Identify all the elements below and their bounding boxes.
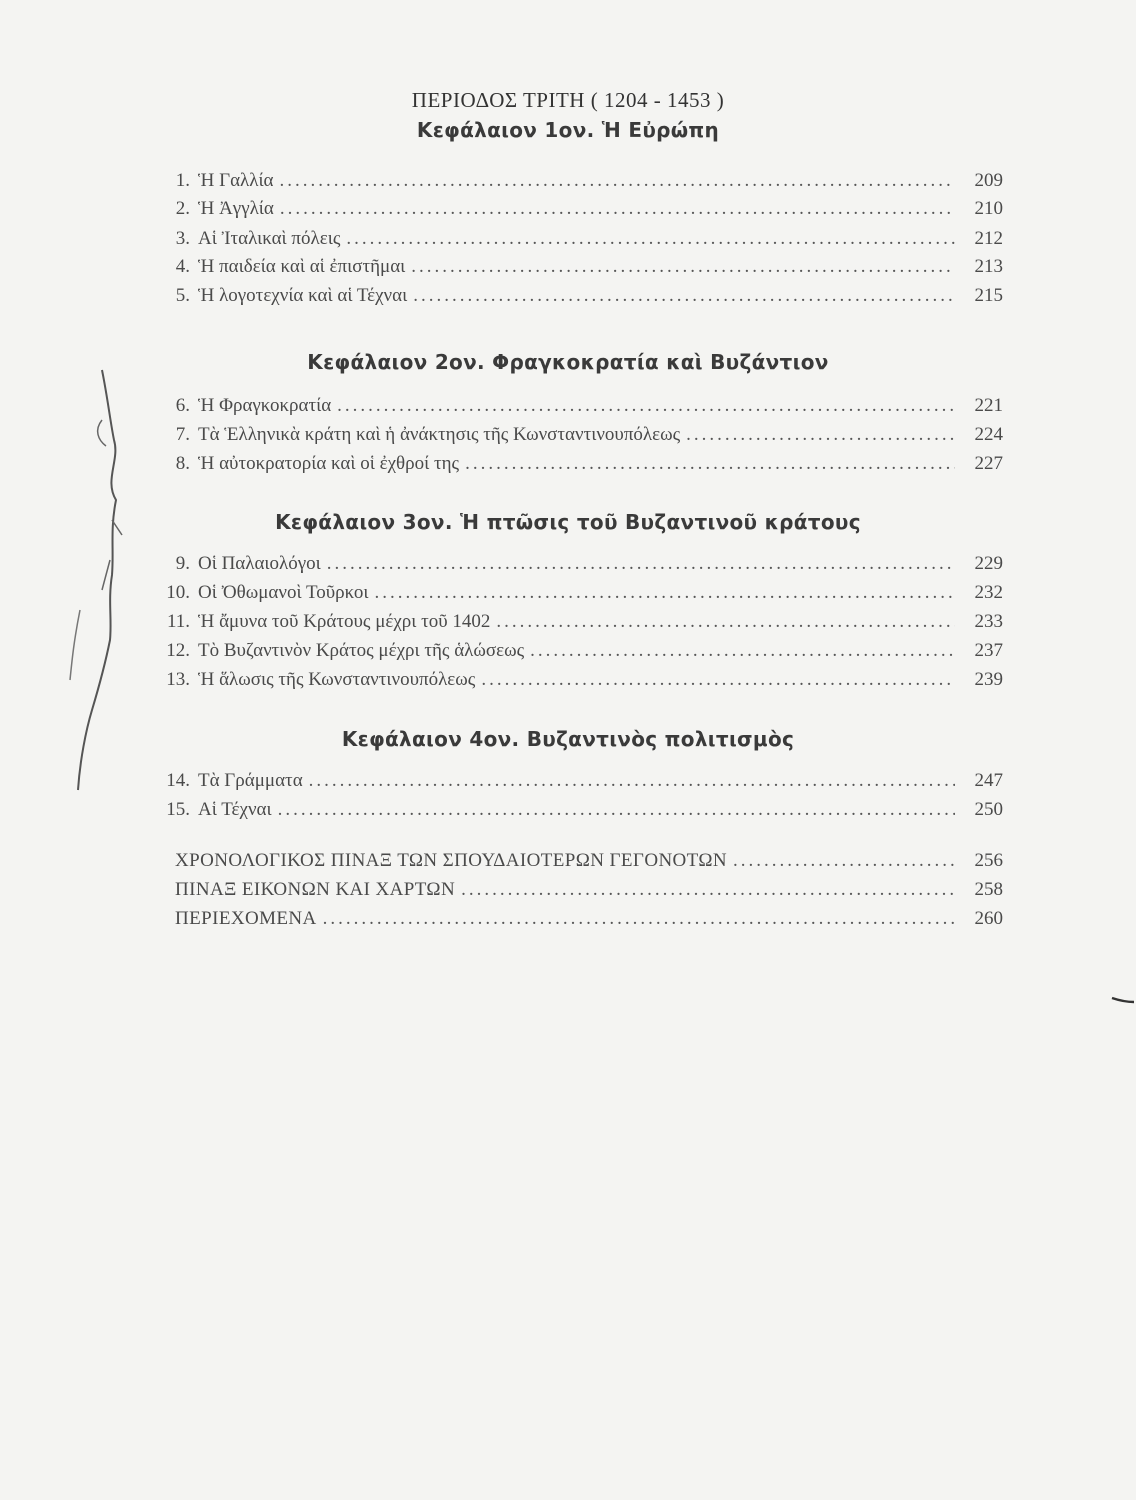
chapter-heading: Κεφάλαιον 4ον. Βυζαντινὸς πολιτισμὸς [341, 727, 795, 751]
entry-label: Ἡ Ἀγγλία [198, 198, 274, 219]
entry-label: Ἡ Φραγκοκρατία [198, 395, 332, 416]
entry-label: Οἱ Παλαιολόγοι [198, 553, 321, 574]
entry-page: 232 [974, 582, 1003, 603]
toc-entry[interactable] [158, 453, 1003, 481]
entry-label: Ἡ Γαλλία [198, 170, 274, 191]
entry-page: 212 [974, 228, 1003, 249]
toc-entry[interactable] [158, 285, 1003, 313]
dot-leader [413, 285, 955, 307]
entry-number: 12. [166, 640, 190, 661]
dot-leader [280, 198, 955, 220]
entry-number: 9. [175, 553, 190, 574]
edge-scan-mark [1110, 990, 1136, 1010]
entry-page: 258 [974, 879, 1003, 900]
entry-number: 11. [166, 611, 190, 632]
entry-page: 213 [974, 256, 1003, 277]
dot-leader [280, 170, 955, 192]
entry-label: Τὸ Βυζαντινὸν Κράτος μέχρι τῆς ἁλώσεως [198, 640, 525, 661]
dot-leader [323, 908, 955, 930]
entry-page: 215 [974, 285, 1003, 306]
entry-page: 260 [974, 908, 1003, 929]
entry-number: 7. [175, 424, 190, 445]
entry-page: 229 [974, 553, 1003, 574]
toc-entry[interactable] [158, 553, 1003, 581]
entry-number: 2. [175, 198, 190, 219]
dot-leader [327, 553, 955, 575]
entry-label: Τὰ Ἑλληνικὰ κράτη καὶ ἡ ἀνάκτησις τῆς Κωνσταντινουπόλεως [198, 424, 681, 445]
toc-entry[interactable] [158, 228, 1003, 256]
period-title: ΠΕΡΙΟΔΟΣ ΤΡΙΤΗ ( 1204 - 1453 ) [411, 88, 725, 112]
dot-leader [411, 256, 955, 278]
entry-label: ΠΕΡΙΕΧΟΜΕΝΑ [175, 908, 317, 929]
dot-leader [496, 611, 955, 633]
toc-entry[interactable] [158, 799, 1003, 827]
dot-leader [374, 582, 955, 604]
toc-entry[interactable] [158, 640, 1003, 668]
toc-entry[interactable] [158, 198, 1003, 226]
toc-entry[interactable] [175, 879, 1003, 907]
entry-number: 10. [166, 582, 190, 603]
chapter-heading: Κεφάλαιον 2ον. Φραγκοκρατία καὶ Βυζάντιον [307, 350, 829, 374]
dot-leader [278, 799, 955, 821]
entry-label: Αἱ Τέχναι [198, 799, 272, 820]
entry-page: 247 [974, 770, 1003, 791]
entry-number: 1. [175, 170, 190, 191]
toc-entry[interactable] [158, 424, 1003, 452]
toc-entry[interactable] [158, 669, 1003, 697]
toc-entry[interactable] [158, 170, 1003, 198]
entry-page: 256 [974, 850, 1003, 871]
entry-label: Οἱ Ὀθωμανοὶ Τοῦρκοι [198, 582, 369, 603]
entry-page: 250 [974, 799, 1003, 820]
entry-number: 3. [175, 228, 190, 249]
entry-page: 224 [974, 424, 1003, 445]
dot-leader [461, 879, 955, 901]
toc-entry[interactable] [158, 770, 1003, 798]
toc-entry[interactable] [158, 582, 1003, 610]
chapter-heading: Κεφάλαιον 3ον. Ἡ πτῶσις τοῦ Βυζαντινοῦ κράτους [275, 510, 861, 534]
dot-leader [309, 770, 955, 792]
entry-page: 227 [974, 453, 1003, 474]
entry-label: Ἡ αὐτοκρατορία καὶ οἱ ἐχθροί της [198, 453, 460, 474]
entry-number: 15. [166, 799, 190, 820]
entry-number: 14. [166, 770, 190, 791]
entry-page: 209 [974, 170, 1003, 191]
entry-label: ΠΙΝΑΞ ΕΙΚΟΝΩΝ ΚΑΙ ΧΑΡΤΩΝ [175, 879, 456, 900]
entry-page: 221 [974, 395, 1003, 416]
dot-leader [337, 395, 955, 417]
dot-leader [481, 669, 955, 691]
toc-entry[interactable] [158, 611, 1003, 639]
entry-page: 239 [974, 669, 1003, 690]
toc-entry[interactable] [175, 850, 1003, 878]
entry-label: Ἡ ἄμυνα τοῦ Κράτους μέχρι τοῦ 1402 [198, 611, 491, 632]
entry-label: Ἡ λογοτεχνία καὶ αἱ Τέχναι [198, 285, 408, 306]
dot-leader [733, 850, 955, 872]
entry-label: ΧΡΟΝΟΛΟΓΙΚΟΣ ΠΙΝΑΞ ΤΩΝ ΣΠΟΥΔΑΙΟΤΕΡΩΝ ΓΕΓΟΝΟΤΩΝ [175, 850, 727, 871]
entry-number: 4. [175, 256, 190, 277]
dot-leader [686, 424, 955, 446]
toc-entry[interactable] [175, 908, 1003, 936]
entry-label: Αἱ Ἰταλικαὶ πόλεις [198, 228, 341, 249]
toc-entry[interactable] [158, 395, 1003, 423]
dot-leader [530, 640, 955, 662]
toc-entry[interactable] [158, 256, 1003, 284]
dot-leader [465, 453, 955, 475]
entry-page: 233 [974, 611, 1003, 632]
entry-number: 6. [175, 395, 190, 416]
chapter-heading: Κεφάλαιον 1ον. Ἡ Εὐρώπη [416, 118, 720, 142]
entry-number: 5. [175, 285, 190, 306]
entry-number: 8. [175, 453, 190, 474]
dot-leader [346, 228, 955, 250]
entry-label: Ἡ παιδεία καὶ αἱ ἐπιστῆμαι [198, 256, 406, 277]
entry-page: 237 [974, 640, 1003, 661]
entry-label: Ἡ ἅλωσις τῆς Κωνσταντινουπόλεως [198, 669, 476, 690]
entry-number: 13. [166, 669, 190, 690]
entry-label: Τὰ Γράμματα [198, 770, 303, 791]
entry-page: 210 [974, 198, 1003, 219]
